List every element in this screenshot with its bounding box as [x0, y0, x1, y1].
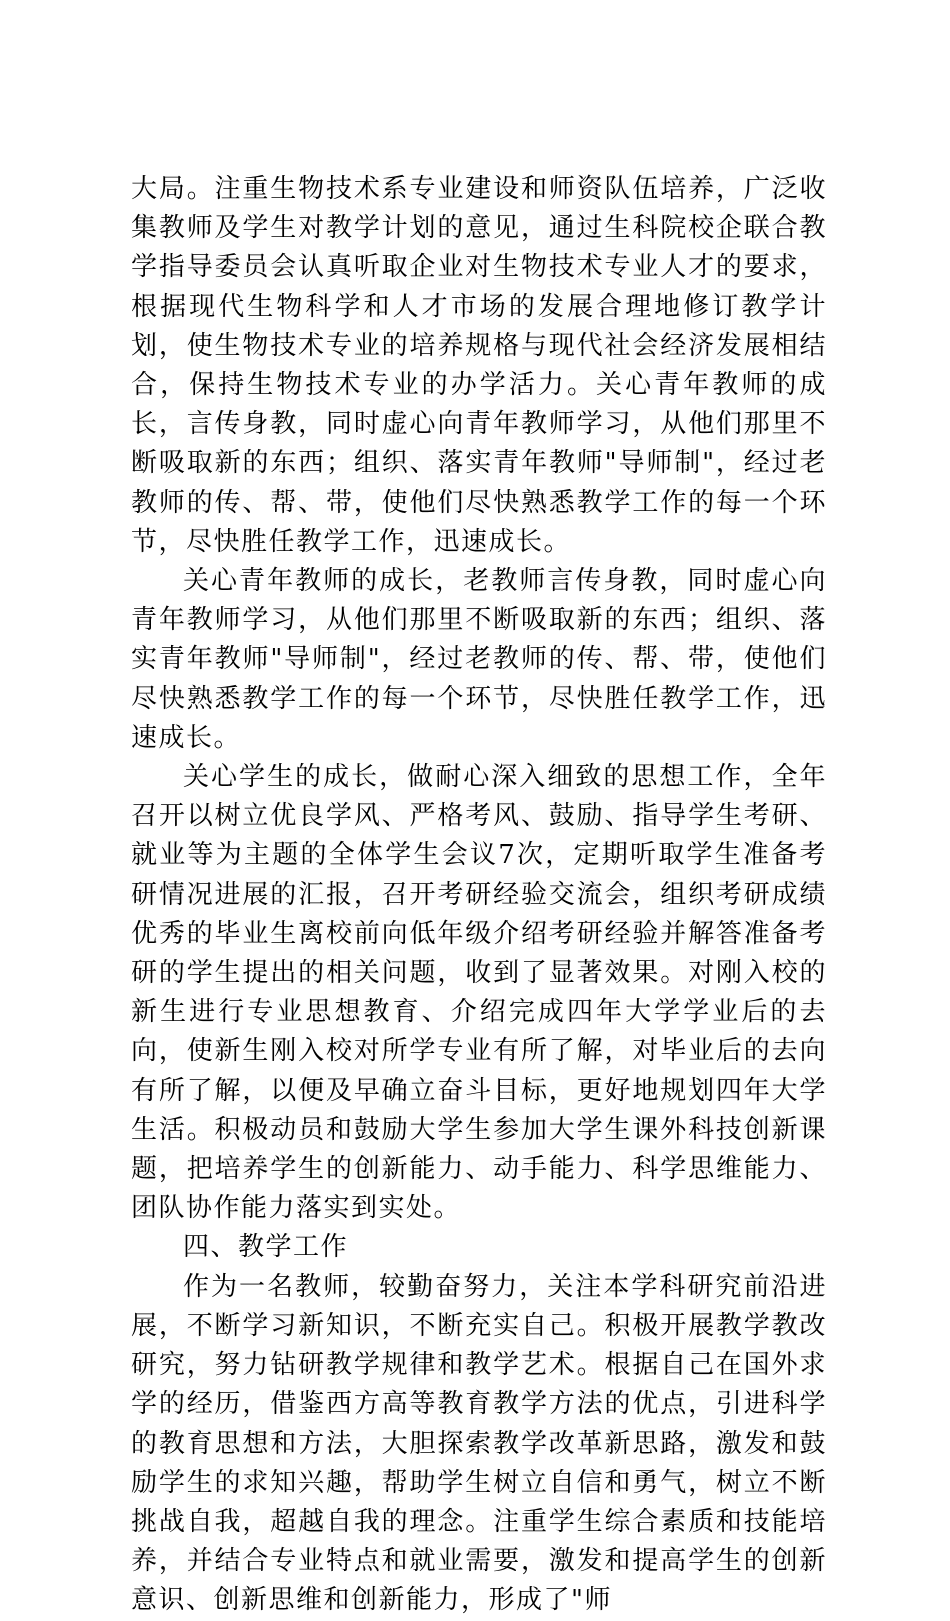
paragraph-1: 大局。注重生物技术系专业建设和师资队伍培养，广泛收集教师及学生对教学计划的意见，通过生科院校企联合教学指导委员会认真听取企业对生物技术专业人才的要求，根据现代生物科学和人才市场的发展合理地修订教学计划，使生物技术专业的培养规格与现代社会经济发展相结合，保持生物技术专业的办学活力。关心青年教师的成长，言传身教，同时虚心向青年教师学习，从他们那里不断吸取新的东西；组织、落实青年教师"导师制"，经过老教师的传、帮、带，使他们尽快熟悉教学工作的每一个环节，尽快胜任教学工作，迅速成长。 [131, 174, 827, 557]
paragraph-3: 关心学生的成长，做耐心深入细致的思想工作，全年召开以树立优良学风、严格考风、鼓励、指导学生考研、就业等为主题的全体学生会议7次，定期听取学生准备考研情况进展的汇报，召开考研经验交流会，组织考研成绩优秀的毕业生离校前向低年级介绍考研经验并解答准备考研的学生提出的相关问题，收到了显著效果。对刚入校的新生进行专业思想教育、介绍完成四年大学学业后的去向，使新生刚入校对所学专业有所了解，对毕业后的去向有所了解，以便及早确立奋斗目标，更好地规划四年大学生活。积极动员和鼓励大学生参加大学生课外科技创新课题，把培养学生的创新能力、动手能力、科学思维能力、团队协作能力落实到实处。 [131, 762, 827, 1224]
paragraph-2: 关心青年教师的成长，老教师言传身教，同时虚心向青年教师学习，从他们那里不断吸取新的东西；组织、落实青年教师"导师制"，经过老教师的传、帮、带，使他们尽快熟悉教学工作的每一个环节，尽快胜任教学工作，迅速成长。 [131, 566, 827, 753]
section-paragraph: 作为一名教师，较勤奋努力，关注本学科研究前沿进展，不断学习新知识，不断充实自己。积极开展教学教改研究，努力钻研教学规律和教学艺术。根据自己在国外求学的经历，借鉴西方高等教育教学方法的优点，引进科学的教育思想和方法，大胆探索教学改革新思路，激发和鼓励学生的求知兴趣，帮助学生树立自信和勇气，树立不断挑战自我，超越自我的理念。注重学生综合素质和技能培养，并结合专业特点和就业需要，激发和提高学生的创新意识、创新思维和创新能力，形成了"师 [131, 1271, 827, 1616]
section-heading: 四、教学工作 [183, 1232, 349, 1263]
document-page [131, 170, 827, 1621]
